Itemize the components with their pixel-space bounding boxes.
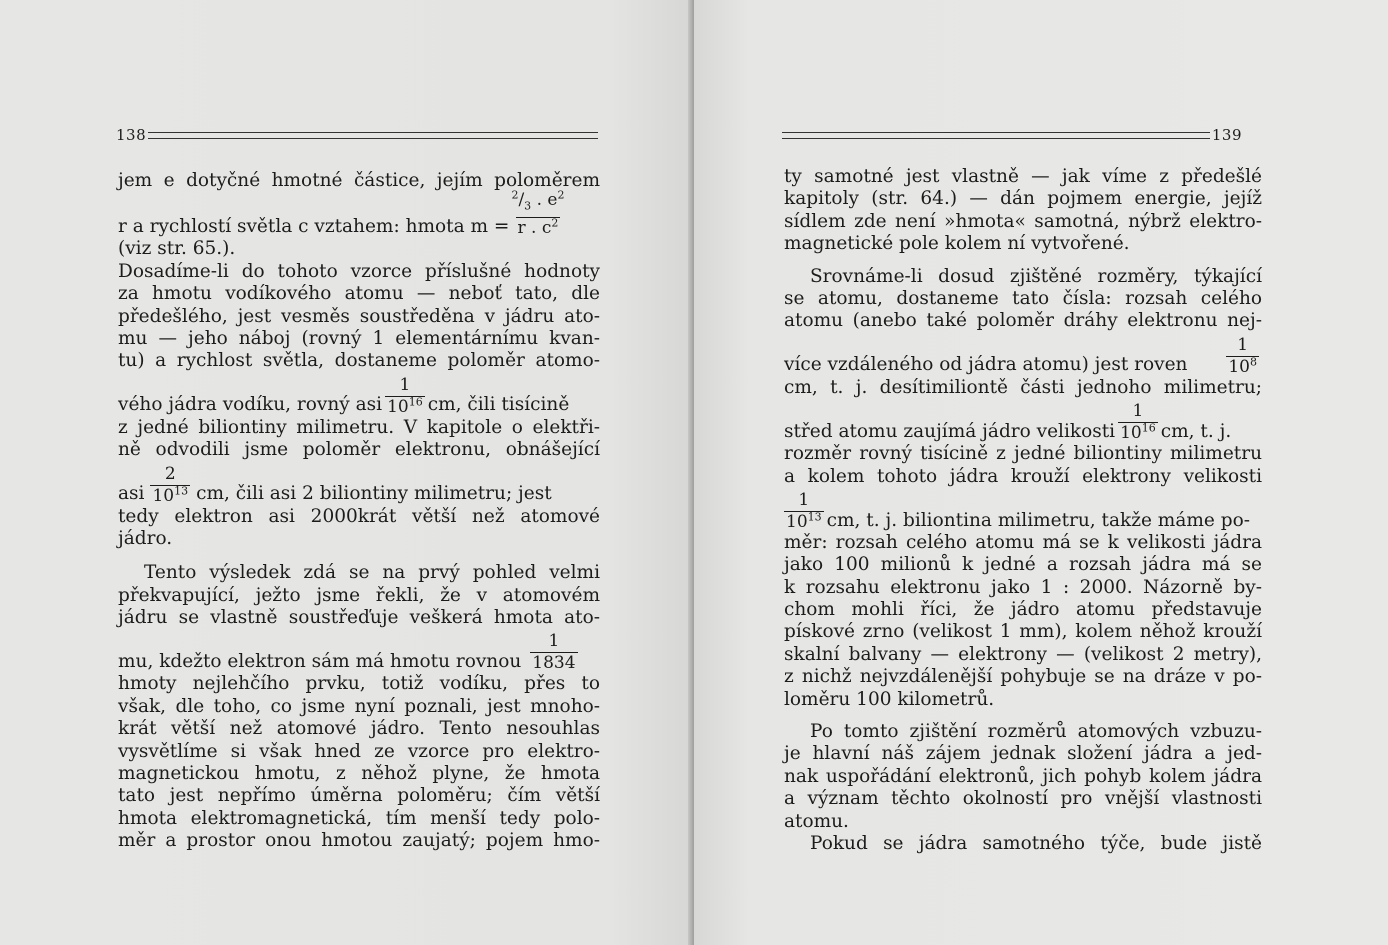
formula-line — [118, 188, 600, 239]
text-line: nak uspořádání elektronů, jich pohyb kolem jádra — [784, 765, 1262, 787]
text-line: se atomu, dostaneme tato čísla: rozsah celého — [784, 287, 1262, 309]
text-line: hmoty nejlehčího prvku, totiž vodíku, přes to — [118, 673, 600, 695]
atom-fraction — [1226, 335, 1259, 377]
fraction-numerator: 1 — [798, 489, 810, 510]
text-line: vysvětlíme si však hned ze vzorce pro elektro- — [118, 740, 600, 762]
text-line: tato jest nepřímo úměrna poloměru; čím větší — [118, 785, 600, 807]
header-rule — [148, 132, 598, 139]
text-line: měr: rozsah celého atomu má se k velikosti jádra — [784, 531, 1262, 553]
text-line: a kolem tohoto jádra krouží elektrony velikosti — [784, 465, 1262, 487]
text-line: Pokud se jádra samotného týče, bude jistě — [810, 832, 1262, 854]
text-line: a význam těchto okolností pro vnější vlastnosti — [784, 788, 1262, 810]
nucleus-fraction — [1118, 401, 1158, 443]
text-line: tedy elektron asi 2000krát větší než atomové — [118, 505, 600, 527]
text-line: Tento výsledek zdá se na prvý pohled velmi — [144, 562, 600, 584]
text-line: mu — jeho náboj (rovný 1 elementárnímu kvan- — [118, 327, 600, 349]
fraction-denominator: $10^8$ — [1228, 355, 1257, 377]
page-number: 138 — [116, 126, 147, 144]
text-line: tu) a rychlost světla, dostaneme poloměr atomo- — [118, 350, 600, 372]
fraction-numerator: 2 — [164, 463, 176, 484]
fraction-numerator: $^2/_3$ . $e^2$ — [511, 188, 565, 213]
nucleus-fraction — [385, 375, 425, 417]
text-line: je hlavní náš zájem jednak složení jádra a jed- — [784, 743, 1262, 765]
text-line: předešlého, jest vesměs soustředěna v jádru ato- — [118, 305, 600, 327]
left-page-text — [118, 170, 600, 853]
fraction-numerator: 1 — [399, 374, 411, 395]
fraction-numerator: 1 — [1237, 334, 1249, 355]
header-rule — [782, 132, 1210, 139]
text-line: za hmotu vodíkového atomu — neboť tato, dle — [118, 283, 600, 305]
text-line: cm, čili asi 2 biliontiny milimetru; jest — [196, 483, 552, 505]
text-line: mu, kdežto elektron sám má hmotu rovnou — [118, 651, 522, 673]
text-line: z nichž nejvzdálenější pohybuje se na dráze v po- — [784, 666, 1262, 688]
text-line: ně odvodili jsme poloměr elektronu, obnášející — [118, 439, 600, 461]
text-line: cm, t. j. desítimiliontě části jednoho milimetru; — [784, 376, 1262, 398]
text-line: pískové zrno (velikost 1 mm), kolem něhož krouží — [784, 621, 1262, 643]
formula-line — [118, 373, 600, 417]
right-page — [694, 0, 1388, 945]
text-line: k rozsahu elektronu jako 1 : 2000. Názorně by- — [784, 576, 1262, 598]
text-line: (viz str. 65.). — [118, 238, 236, 260]
text-line: však, dle toho, co jsme nyní poznali, jest mnoho- — [118, 695, 600, 717]
text-line: cm, čili tisícině — [427, 394, 570, 416]
text-line: měr a prostor onou hmotou zaujatý; pojem hmo- — [118, 830, 600, 852]
text-line: více vzdáleného od jádra atomu) jest roven — [784, 354, 1188, 376]
text-line: jako 100 milionů k jedné a rozsah jádra má se — [784, 554, 1262, 576]
text-line: r a rychlostí světla c vztahem: hmota m = — [118, 215, 510, 237]
mass-fraction — [530, 631, 577, 673]
text-line: překvapující, ježto jsme řekli, že v atomovém — [118, 584, 600, 606]
mass-formula — [509, 190, 566, 238]
text-line: Srovnáme-li dosud zjištěné rozměry, týkající — [810, 265, 1262, 287]
text-line: z jedné biliontiny milimetru. V kapitole o elektři- — [118, 416, 600, 438]
fraction-denominator: 1834 — [532, 653, 576, 674]
electron-fraction — [150, 464, 190, 506]
text-line: atomu. — [784, 810, 849, 832]
text-line: kapitoly (str. 64.) — dán pojmem energie, jejíž — [784, 188, 1262, 210]
fraction-denominator: r . $c^2$ — [517, 216, 559, 239]
text-line: rozměr rovný tisícině z jedné biliontiny milimetru — [784, 443, 1262, 465]
text-line: jádro. — [118, 527, 173, 549]
text-line: skalní balvany — elektrony — (velikost 2 metry), — [784, 643, 1262, 665]
text-line: jem e dotyčné hmotné částice, jejím poloměrem — [118, 170, 600, 191]
fraction-numerator: 1 — [548, 631, 560, 652]
fraction-denominator: $10^{16}$ — [1120, 421, 1156, 444]
text-line: ty samotné jest vlastně — jak víme z předešlé — [784, 166, 1262, 187]
fraction-denominator: $10^{13}$ — [152, 483, 189, 506]
text-line: magnetickou hmotu, z něhož plyne, že hmota — [118, 763, 600, 785]
text-line: loměru 100 kilometrů. — [784, 688, 995, 710]
text-line: střed atomu zaujímá jádro velikosti — [784, 420, 1116, 442]
right-page-text — [784, 166, 1262, 855]
formula-line — [784, 488, 1262, 532]
text-line: vého jádra vodíku, rovný asi — [118, 394, 383, 416]
formula-line — [784, 333, 1262, 377]
text-line: asi — [118, 483, 145, 505]
text-line: Dosadíme-li do tohoto vzorce příslušné hodnoty — [118, 260, 600, 282]
electron-fraction — [784, 490, 824, 532]
fraction-denominator: $10^{13}$ — [786, 510, 822, 532]
fraction-denominator: $10^{16}$ — [387, 395, 423, 417]
text-line: cm, t. j. biliontina milimetru, takže máme po- — [826, 509, 1250, 531]
fraction-numerator: 1 — [1132, 401, 1144, 422]
formula-line — [784, 399, 1262, 443]
text-line: chom mohli říci, že jádro atomu představuje — [784, 599, 1262, 621]
formula-line — [118, 629, 600, 673]
left-page-header — [116, 126, 598, 144]
text-line: Po tomto zjištění rozměrů atomových vzbuzu- — [810, 721, 1262, 743]
text-line: krát větší než atomové jádro. Tento nesouhlas — [118, 718, 600, 740]
text-line: cm, t. j. — [1160, 420, 1232, 442]
text-line: sídlem zde není »hmota« samotná, nýbrž elektro- — [784, 210, 1262, 232]
right-page-header — [782, 126, 1242, 144]
text-line: magnetické pole kolem ní vytvořené. — [784, 233, 1130, 255]
page-number: 139 — [1211, 126, 1242, 144]
text-line: jádru se vlastně soustřeďuje veškerá hmota ato- — [118, 607, 600, 629]
formula-line — [118, 462, 600, 506]
text-line: hmota elektromagnetická, tím menší tedy polo- — [118, 807, 600, 829]
text-line: atomu (anebo také poloměr dráhy elektronu nej- — [784, 310, 1262, 332]
